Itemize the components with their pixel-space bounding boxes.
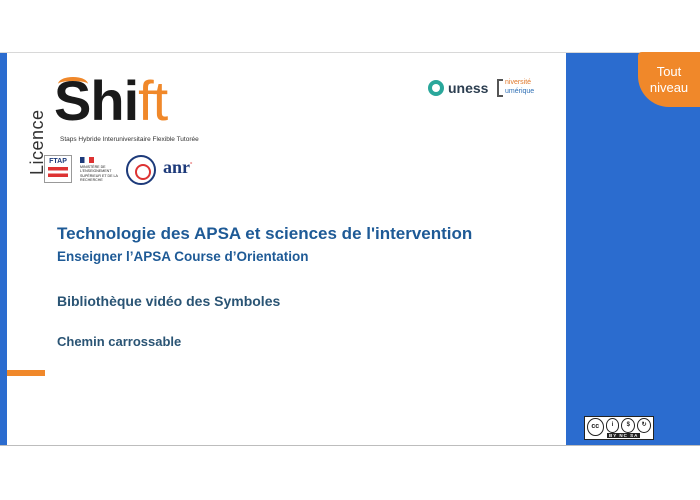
level-badge bbox=[638, 52, 700, 107]
universite-numerique-logo bbox=[497, 79, 553, 99]
licence-word: Licence bbox=[27, 109, 47, 175]
logo-tagline: Staps Hybride Interuniversitaire Flexible Tutorée bbox=[60, 136, 199, 143]
level-badge-line1: Tout bbox=[656, 64, 682, 79]
right-blue-panel bbox=[566, 53, 700, 446]
cc-license-labels: BY NC SA bbox=[609, 433, 639, 438]
shift-letters-hi: hi bbox=[90, 69, 139, 132]
nc-icon: $ bbox=[621, 418, 635, 433]
shift-logo bbox=[54, 69, 168, 132]
un-line2: umérique bbox=[505, 88, 535, 95]
university-seal-icon bbox=[126, 155, 156, 185]
level-badge-line2: niveau bbox=[649, 80, 689, 95]
anr-logo: anr° bbox=[163, 157, 193, 177]
symbol-name: Chemin carrossable bbox=[57, 334, 182, 349]
shift-letters-ft: ft bbox=[138, 69, 168, 132]
shift-letter-s: S bbox=[54, 69, 91, 132]
slide-subtitle: Enseigner l’APSA Course d’Orientation bbox=[57, 249, 309, 264]
un-line1: niversité bbox=[505, 79, 532, 86]
slide bbox=[0, 52, 700, 446]
cc-license-badge[interactable] bbox=[584, 416, 654, 440]
left-blue-stripe bbox=[0, 53, 7, 446]
by-icon: i bbox=[606, 418, 620, 433]
orange-accent-bar bbox=[7, 370, 45, 376]
ftap-logo bbox=[44, 155, 72, 183]
french-flag-icon bbox=[80, 157, 94, 163]
uness-logo bbox=[428, 80, 488, 96]
sa-icon: ↻ bbox=[637, 418, 651, 433]
slide-title: Technologie des APSA et sciences de l'intervention bbox=[57, 224, 473, 243]
ftap-flag-icon bbox=[48, 167, 68, 177]
ministere-label: MINISTÈRE DE L'ENSEIGNEMENT SUPÉRIEUR ET DE LA RECHERCHE bbox=[80, 165, 118, 183]
ftap-label: FTAP bbox=[49, 158, 67, 165]
section-heading: Bibliothèque vidéo des Symboles bbox=[57, 293, 281, 309]
uness-label: uness bbox=[448, 80, 489, 96]
cc-icon: cc bbox=[587, 418, 604, 436]
anr-label: anr bbox=[163, 157, 190, 177]
ministere-logo bbox=[80, 157, 122, 183]
un-bracket-icon bbox=[497, 79, 503, 97]
uness-icon bbox=[428, 80, 444, 96]
